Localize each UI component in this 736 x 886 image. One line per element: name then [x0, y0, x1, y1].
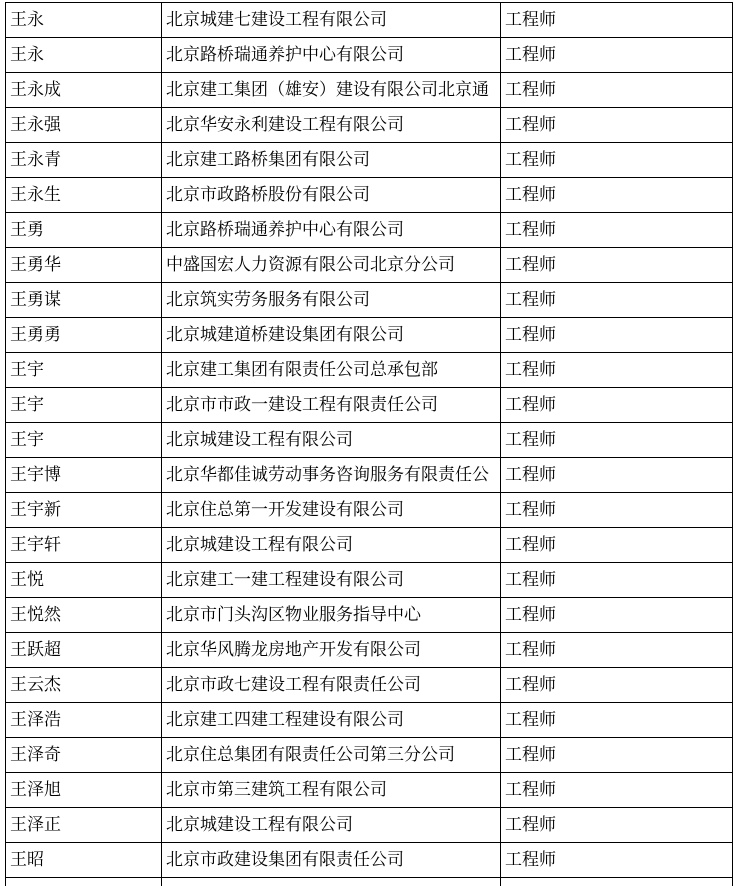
- title-cell-text: 工程师: [505, 605, 556, 625]
- table-row: [6, 738, 733, 773]
- table-row: [6, 703, 733, 738]
- table-row: [6, 283, 733, 318]
- title-cell-text: 工程师: [505, 815, 556, 835]
- company-cell: [162, 668, 501, 703]
- company-cell-text: 北京城建设工程有限公司: [166, 815, 353, 835]
- name-cell: [6, 773, 162, 808]
- name-cell: [6, 703, 162, 738]
- table-row: [6, 878, 733, 886]
- name-cell: [6, 178, 162, 213]
- title-cell: [501, 353, 733, 388]
- company-cell: [162, 423, 501, 458]
- title-cell-text: 工程师: [505, 45, 556, 65]
- name-cell-text: 王悦然: [10, 605, 61, 625]
- company-cell: [162, 773, 501, 808]
- name-cell-text: 王泽旭: [10, 780, 61, 800]
- title-cell-text: 工程师: [505, 290, 556, 310]
- name-cell-text: 王泽浩: [10, 710, 61, 730]
- name-cell-text: 王宇博: [10, 465, 61, 485]
- name-cell-text: 王永强: [10, 115, 61, 135]
- company-cell-text: 北京市政路桥股份有限公司: [166, 185, 370, 205]
- company-cell-text: 北京城建七建设工程有限公司: [166, 10, 387, 30]
- company-cell: [162, 73, 501, 108]
- name-cell-text: 王宇: [10, 395, 44, 415]
- company-cell: [162, 808, 501, 843]
- name-cell-text: 王泽奇: [10, 745, 61, 765]
- name-cell: [6, 248, 162, 283]
- name-cell: [6, 38, 162, 73]
- title-cell: [501, 213, 733, 248]
- title-cell-text: 工程师: [505, 150, 556, 170]
- title-cell: [501, 3, 733, 38]
- title-cell-text: 工程师: [505, 710, 556, 730]
- name-cell-text: 王宇: [10, 430, 44, 450]
- title-cell: [501, 668, 733, 703]
- company-cell-text: 北京建工路桥集团有限公司: [166, 150, 370, 170]
- table-row: [6, 388, 733, 423]
- name-cell-text: 王永: [10, 10, 44, 30]
- name-cell-text: 王永生: [10, 185, 61, 205]
- title-cell: [501, 808, 733, 843]
- company-cell-text: 北京建工一建工程建设有限公司: [166, 570, 404, 590]
- title-cell-text: 工程师: [505, 465, 556, 485]
- name-cell: [6, 738, 162, 773]
- name-cell-text: 王永青: [10, 150, 61, 170]
- table-row: [6, 423, 733, 458]
- title-cell: [501, 318, 733, 353]
- company-cell: [162, 108, 501, 143]
- name-cell: [6, 878, 162, 886]
- company-cell-text: 北京市政建设集团有限责任公司: [166, 850, 404, 870]
- title-cell: [501, 563, 733, 598]
- title-cell-text: 工程师: [505, 185, 556, 205]
- title-cell-text: 工程师: [505, 220, 556, 240]
- title-cell: [501, 108, 733, 143]
- company-cell-text: 北京市政七建设工程有限责任公司: [166, 675, 421, 695]
- title-cell-text: 工程师: [505, 80, 556, 100]
- table-row: [6, 843, 733, 878]
- company-cell-text: 北京华都佳诚劳动事务咨询服务有限责任公: [166, 465, 489, 485]
- title-cell-text: 工程师: [505, 640, 556, 660]
- company-cell: [162, 563, 501, 598]
- title-cell: [501, 738, 733, 773]
- company-cell: [162, 38, 501, 73]
- title-cell: [501, 38, 733, 73]
- company-cell: [162, 248, 501, 283]
- title-cell: [501, 773, 733, 808]
- company-cell: [162, 353, 501, 388]
- title-cell: [501, 248, 733, 283]
- table-row: [6, 248, 733, 283]
- table-row: [6, 458, 733, 493]
- name-cell: [6, 423, 162, 458]
- table-row: [6, 318, 733, 353]
- table-row: [6, 808, 733, 843]
- company-cell: [162, 703, 501, 738]
- table-row: [6, 143, 733, 178]
- name-cell-text: 王勇勇: [10, 325, 61, 345]
- company-cell: [162, 458, 501, 493]
- title-cell-text: 工程师: [505, 10, 556, 30]
- name-cell-text: 王昭: [10, 850, 44, 870]
- name-cell-text: 王宇轩: [10, 535, 61, 555]
- name-cell: [6, 598, 162, 633]
- name-cell: [6, 458, 162, 493]
- title-cell-text: 工程师: [505, 675, 556, 695]
- name-cell-text: 王宇新: [10, 500, 61, 520]
- title-cell: [501, 493, 733, 528]
- company-cell-text: 北京住总集团有限责任公司第三分公司: [166, 745, 455, 765]
- title-cell: [501, 703, 733, 738]
- company-cell: [162, 528, 501, 563]
- name-cell-text: 王泽正: [10, 815, 61, 835]
- name-cell: [6, 353, 162, 388]
- name-cell: [6, 3, 162, 38]
- roster-table-body: [6, 3, 733, 886]
- company-cell-text: 中盛国宏人力资源有限公司北京分公司: [166, 255, 455, 275]
- company-cell: [162, 878, 501, 886]
- name-cell: [6, 213, 162, 248]
- company-cell-text: 北京华安永利建设工程有限公司: [166, 115, 404, 135]
- title-cell-text: 工程师: [505, 570, 556, 590]
- name-cell: [6, 73, 162, 108]
- company-cell-text: 北京城建道桥建设集团有限公司: [166, 325, 404, 345]
- name-cell: [6, 283, 162, 318]
- title-cell: [501, 283, 733, 318]
- title-cell-text: 工程师: [505, 115, 556, 135]
- company-cell: [162, 493, 501, 528]
- title-cell-text: 工程师: [505, 535, 556, 555]
- name-cell-text: 王悦: [10, 570, 44, 590]
- name-cell-text: 王永: [10, 45, 44, 65]
- title-cell: [501, 388, 733, 423]
- name-cell: [6, 528, 162, 563]
- company-cell: [162, 318, 501, 353]
- company-cell: [162, 178, 501, 213]
- name-cell: [6, 318, 162, 353]
- table-row: [6, 598, 733, 633]
- company-cell-text: 北京城建设工程有限公司: [166, 535, 353, 555]
- title-cell-text: 工程师: [505, 395, 556, 415]
- table-row: [6, 178, 733, 213]
- roster-table: [5, 2, 733, 886]
- company-cell-text: 北京城建设工程有限公司: [166, 430, 353, 450]
- title-cell: [501, 528, 733, 563]
- title-cell: [501, 598, 733, 633]
- title-cell-text: 工程师: [505, 360, 556, 380]
- name-cell-text: 王云杰: [10, 675, 61, 695]
- title-cell: [501, 73, 733, 108]
- name-cell: [6, 493, 162, 528]
- table-row: [6, 353, 733, 388]
- name-cell-text: 王勇: [10, 220, 44, 240]
- name-cell: [6, 563, 162, 598]
- company-cell: [162, 3, 501, 38]
- title-cell-text: 工程师: [505, 745, 556, 765]
- name-cell-text: 王宇: [10, 360, 44, 380]
- name-cell-text: 王跃超: [10, 640, 61, 660]
- title-cell: [501, 423, 733, 458]
- title-cell: [501, 143, 733, 178]
- name-cell: [6, 633, 162, 668]
- name-cell: [6, 843, 162, 878]
- title-cell-text: 工程师: [505, 325, 556, 345]
- company-cell: [162, 143, 501, 178]
- company-cell: [162, 598, 501, 633]
- company-cell-text: 北京市第三建筑工程有限公司: [166, 780, 387, 800]
- company-cell-text: 北京建工四建工程建设有限公司: [166, 710, 404, 730]
- company-cell-text: 北京市市政一建设工程有限责任公司: [166, 395, 438, 415]
- name-cell: [6, 108, 162, 143]
- name-cell-text: 王勇华: [10, 255, 61, 275]
- name-cell: [6, 388, 162, 423]
- title-cell-text: 工程师: [505, 500, 556, 520]
- table-row: [6, 633, 733, 668]
- title-cell: [501, 633, 733, 668]
- title-cell: [501, 843, 733, 878]
- title-cell-text: 工程师: [505, 255, 556, 275]
- table-row: [6, 3, 733, 38]
- title-cell-text: 工程师: [505, 850, 556, 870]
- name-cell: [6, 143, 162, 178]
- company-cell: [162, 283, 501, 318]
- table-row: [6, 493, 733, 528]
- company-cell: [162, 843, 501, 878]
- table-row: [6, 73, 733, 108]
- company-cell-text: 北京住总第一开发建设有限公司: [166, 500, 404, 520]
- table-row: [6, 213, 733, 248]
- company-cell-text: 北京建工集团有限责任公司总承包部: [166, 360, 438, 380]
- name-cell-text: 王永成: [10, 80, 61, 100]
- title-cell-text: 工程师: [505, 430, 556, 450]
- name-cell: [6, 668, 162, 703]
- company-cell-text: 北京路桥瑞通养护中心有限公司: [166, 220, 404, 240]
- table-row: [6, 668, 733, 703]
- table-row: [6, 528, 733, 563]
- table-row: [6, 773, 733, 808]
- company-cell: [162, 388, 501, 423]
- name-cell: [6, 808, 162, 843]
- company-cell-text: 北京华风腾龙房地产开发有限公司: [166, 640, 421, 660]
- company-cell: [162, 213, 501, 248]
- table-row: [6, 38, 733, 73]
- company-cell-text: 北京路桥瑞通养护中心有限公司: [166, 45, 404, 65]
- table-row: [6, 563, 733, 598]
- company-cell: [162, 738, 501, 773]
- company-cell: [162, 633, 501, 668]
- table-row: [6, 108, 733, 143]
- title-cell: [501, 458, 733, 493]
- company-cell-text: 北京市门头沟区物业服务指导中心: [166, 605, 421, 625]
- company-cell-text: 北京筑实劳务服务有限公司: [166, 290, 370, 310]
- name-cell-text: 王勇谋: [10, 290, 61, 310]
- title-cell-text: 工程师: [505, 780, 556, 800]
- company-cell-text: 北京建工集团（雄安）建设有限公司北京通: [166, 80, 489, 100]
- title-cell: [501, 178, 733, 213]
- title-cell: [501, 878, 733, 886]
